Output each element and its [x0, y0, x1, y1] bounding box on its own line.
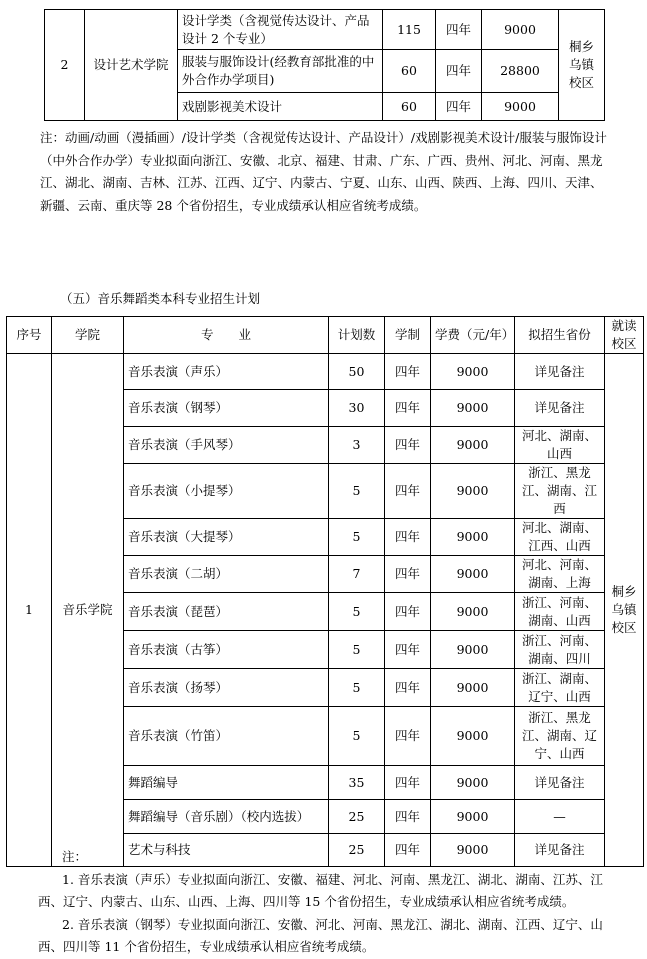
music-notes [38, 846, 618, 959]
years-cell: 四年 [385, 631, 431, 669]
note-paragraph: 1. 音乐表演（声乐）专业拟面向浙江、安徽、福建、河北、河南、黑龙江、湖北、湖南、江苏、江西、辽宁、内蒙古、山东、山西、上海、四川等 15 个省份招生，专业成绩承认相应省统考成绩。 [38, 871, 603, 909]
major-cell: 音乐表演（扬琴） [124, 669, 329, 707]
major-cell: 音乐表演（二胡） [124, 556, 329, 593]
years-cell: 四年 [385, 556, 431, 593]
row-index: 1 [7, 354, 52, 867]
years-cell: 四年 [385, 427, 431, 464]
years-cell: 四年 [436, 50, 482, 93]
college-name: 设计艺术学院 [85, 10, 178, 121]
major-cell: 戏剧影视美术设计 [178, 93, 383, 121]
years-cell: 四年 [385, 464, 431, 519]
fee-cell: 9000 [482, 93, 559, 121]
major-cell: 设计学类（含视觉传达设计、产品设计 2 个专业） [178, 10, 383, 50]
provinces-cell: 浙江、湖南、辽宁、山西 [515, 669, 605, 707]
fee-cell: 9000 [431, 669, 515, 707]
plan-cell: 5 [329, 631, 385, 669]
notes-heading: 注： [62, 849, 88, 864]
college-name: 音乐学院 [52, 354, 124, 867]
fee-cell: 9000 [482, 10, 559, 50]
provinces-cell: 河北、湖南、江西、山西 [515, 519, 605, 556]
plan-cell: 60 [383, 93, 436, 121]
major-cell: 音乐表演（声乐） [124, 354, 329, 390]
provinces-cell: 详见备注 [515, 354, 605, 390]
years-cell: 四年 [436, 93, 482, 121]
provinces-cell: 河北、湖南、山西 [515, 427, 605, 464]
plan-cell: 3 [329, 427, 385, 464]
fee-cell: 9000 [431, 354, 515, 390]
major-cell: 舞蹈编导 [124, 766, 329, 800]
design-college-table [44, 9, 605, 121]
plan-cell: 5 [329, 593, 385, 631]
fee-cell: 9000 [431, 800, 515, 834]
campus-cell: 桐乡乌镇校区 [559, 10, 605, 121]
fee-cell: 28800 [482, 50, 559, 93]
header-fee: 学费（元/年） [431, 317, 515, 354]
major-cell: 舞蹈编导（音乐剧）（校内选拔） [124, 800, 329, 834]
provinces-cell: 河北、河南、湖南、上海 [515, 556, 605, 593]
header-campus: 就读校区 [605, 317, 644, 354]
plan-cell: 5 [329, 464, 385, 519]
major-cell: 音乐表演（竹笛） [124, 707, 329, 766]
major-cell: 音乐表演（大提琴） [124, 519, 329, 556]
major-cell: 音乐表演（钢琴） [124, 390, 329, 427]
major-cell: 服装与服饰设计(经教育部批准的中外合作办学项目) [178, 50, 383, 93]
plan-cell: 115 [383, 10, 436, 50]
years-cell: 四年 [385, 354, 431, 390]
fee-cell: 9000 [431, 464, 515, 519]
provinces-cell: 浙江、黑龙江、湖南、辽宁、山西 [515, 707, 605, 766]
years-cell: 四年 [385, 519, 431, 556]
header-plan: 计划数 [329, 317, 385, 354]
provinces-cell: — [515, 800, 605, 834]
years-cell: 四年 [385, 593, 431, 631]
fee-cell: 9000 [431, 593, 515, 631]
provinces-cell: 详见备注 [515, 390, 605, 427]
major-cell: 艺术与科技 [124, 834, 329, 867]
plan-cell: 5 [329, 519, 385, 556]
music-dance-table [6, 316, 644, 867]
years-cell: 四年 [436, 10, 482, 50]
major-cell: 音乐表演（手风琴） [124, 427, 329, 464]
years-cell: 四年 [385, 800, 431, 834]
plan-cell: 25 [329, 834, 385, 867]
years-cell: 四年 [385, 834, 431, 867]
header-years: 学制 [385, 317, 431, 354]
row-index: 2 [45, 10, 85, 121]
header-college: 学院 [52, 317, 124, 354]
provinces-cell: 浙江、河南、湖南、山西 [515, 593, 605, 631]
provinces-cell: 详见备注 [515, 834, 605, 867]
plan-cell: 5 [329, 669, 385, 707]
provinces-cell: 详见备注 [515, 766, 605, 800]
plan-cell: 35 [329, 766, 385, 800]
major-cell: 音乐表演（古筝） [124, 631, 329, 669]
plan-cell: 30 [329, 390, 385, 427]
header-major: 专 业 [124, 317, 329, 354]
years-cell: 四年 [385, 390, 431, 427]
major-cell: 音乐表演（琵琶） [124, 593, 329, 631]
plan-cell: 25 [329, 800, 385, 834]
header-provinces: 拟招生省份 [515, 317, 605, 354]
fee-cell: 9000 [431, 707, 515, 766]
plan-cell: 7 [329, 556, 385, 593]
fee-cell: 9000 [431, 519, 515, 556]
campus-cell: 桐乡乌镇校区 [605, 354, 644, 867]
fee-cell: 9000 [431, 834, 515, 867]
fee-cell: 9000 [431, 631, 515, 669]
fee-cell: 9000 [431, 556, 515, 593]
plan-cell: 50 [329, 354, 385, 390]
years-cell: 四年 [385, 707, 431, 766]
header-index: 序号 [7, 317, 52, 354]
plan-cell: 5 [329, 707, 385, 766]
fee-cell: 9000 [431, 766, 515, 800]
plan-cell: 60 [383, 50, 436, 93]
section-title: （五）音乐舞蹈类本科专业招生计划 [60, 291, 261, 306]
note-paragraph: 2. 音乐表演（钢琴）专业拟面向浙江、安徽、河北、河南、黑龙江、湖北、湖南、江西、辽宁、山西、四川等 11 个省份招生，专业成绩承认相应省统考成绩。 [38, 916, 603, 954]
major-cell: 音乐表演（小提琴） [124, 464, 329, 519]
years-cell: 四年 [385, 669, 431, 707]
fee-cell: 9000 [431, 390, 515, 427]
design-note: 注：动画/动画（漫插画）/设计学类（含视觉传达设计、产品设计）/戏剧影视美术设计/服装与服饰设计（中外合作办学）专业拟面向浙江、安徽、北京、福建、甘肃、广东、广西、贵州、河北、河南、黑龙江、湖北、湖南、吉林、江苏、江西、辽宁、内蒙古、宁夏、山东、山西、陕西、上海、四川、天津、新疆、云南、重庆等 28 个省份招生，专业成绩承认相应省统考成绩。 [40, 130, 607, 213]
fee-cell: 9000 [431, 427, 515, 464]
provinces-cell: 浙江、黑龙江、湖南、江西 [515, 464, 605, 519]
provinces-cell: 浙江、河南、湖南、四川 [515, 631, 605, 669]
years-cell: 四年 [385, 766, 431, 800]
